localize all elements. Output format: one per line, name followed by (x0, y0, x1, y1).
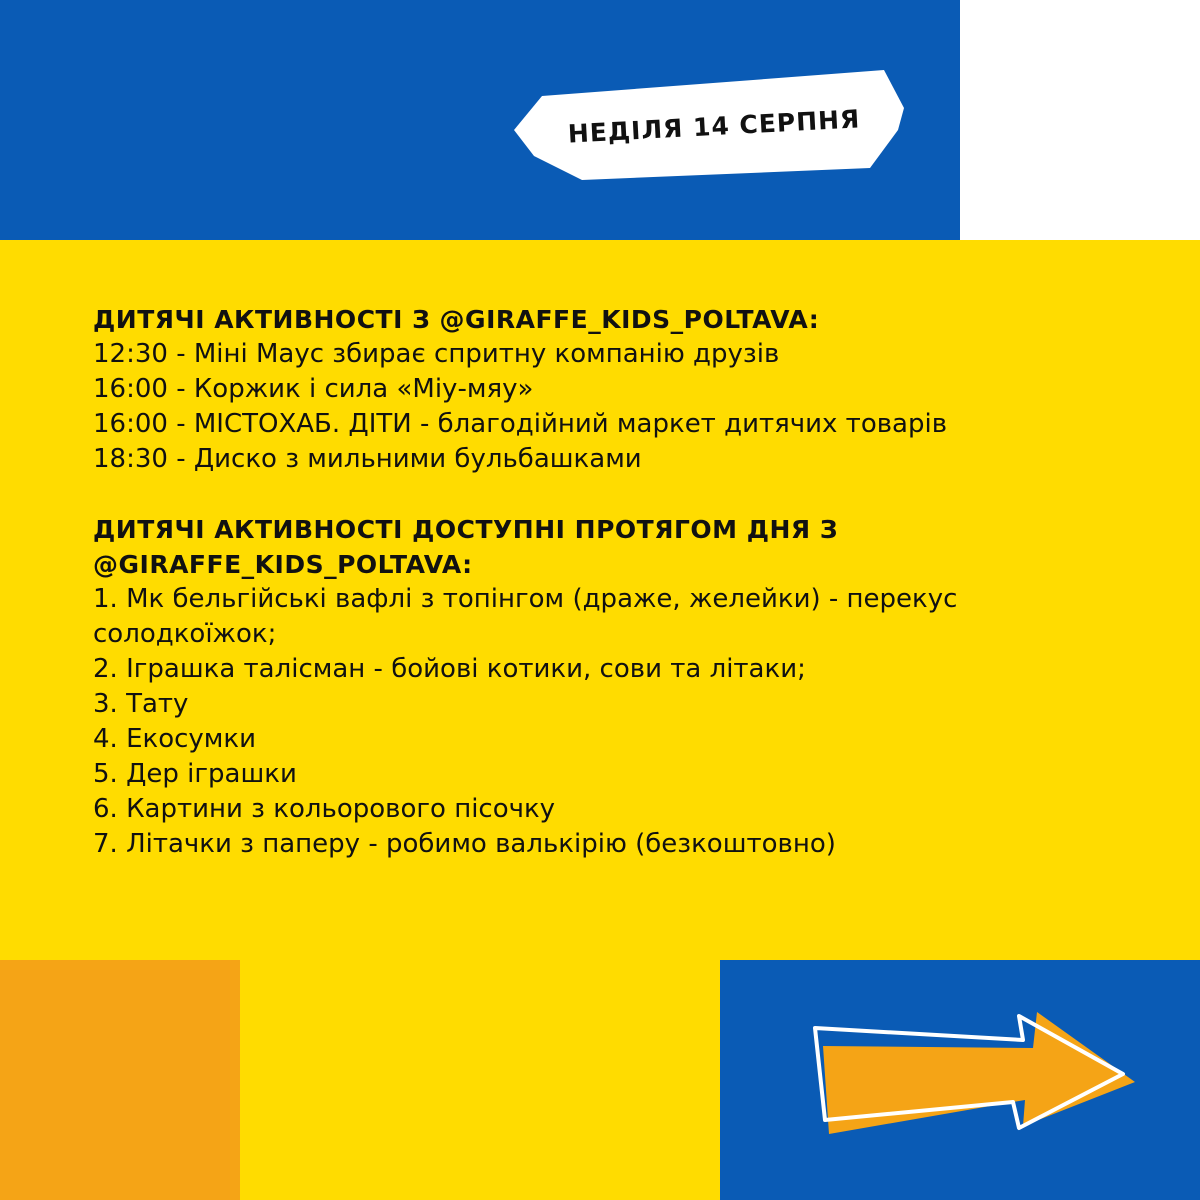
schedule-item: 16:00 - МІСТОХАБ. ДІТИ - благодійний маркет дитячих товарів (93, 409, 948, 439)
date-label: НЕДІЛЯ 14 СЕРПНЯ (567, 103, 861, 149)
activity-item: 3. Тату (93, 689, 189, 719)
schedule-item: 16:00 - Коржик і сила «Міу-мяу» (93, 374, 534, 404)
activity-item: 5. Дер іграшки (93, 759, 297, 789)
activity-item: 7. Літачки з паперу - робимо валькірію (безкоштовно) (93, 829, 836, 859)
activity-item: 6. Картини з кольорового пісочку (93, 794, 556, 824)
section1-heading: ДИТЯЧІ АКТИВНОСТІ З @GIRAFFE_KIDS_POLTAVA: (93, 305, 820, 334)
schedule-item: 18:30 - Диско з мильними бульбашками (93, 444, 642, 474)
top-white-block (960, 0, 1200, 240)
section2-heading-line2: @GIRAFFE_KIDS_POLTAVA: (93, 550, 473, 579)
activity-item: 1. Мк бельгійські вафлі з топінгом (драже, желейки) - перекус (93, 584, 958, 614)
activity-item: солодкоїжок; (93, 619, 277, 649)
activities-content (93, 302, 1133, 862)
schedule-item: 12:30 - Міні Маус збирає спритну компанію друзів (93, 339, 780, 369)
activity-item: 2. Іграшка талісман - бойові котики, сови та літаки; (93, 654, 806, 684)
date-badge (512, 68, 916, 184)
section2-heading-line1: ДИТЯЧІ АКТИВНОСТІ ДОСТУПНІ ПРОТЯГОМ ДНЯ З (93, 515, 839, 544)
bottom-orange-block (0, 960, 240, 1200)
arrow-right-icon[interactable] (805, 1008, 1145, 1143)
activity-item: 4. Екосумки (93, 724, 257, 754)
section-spacer (93, 477, 1133, 512)
